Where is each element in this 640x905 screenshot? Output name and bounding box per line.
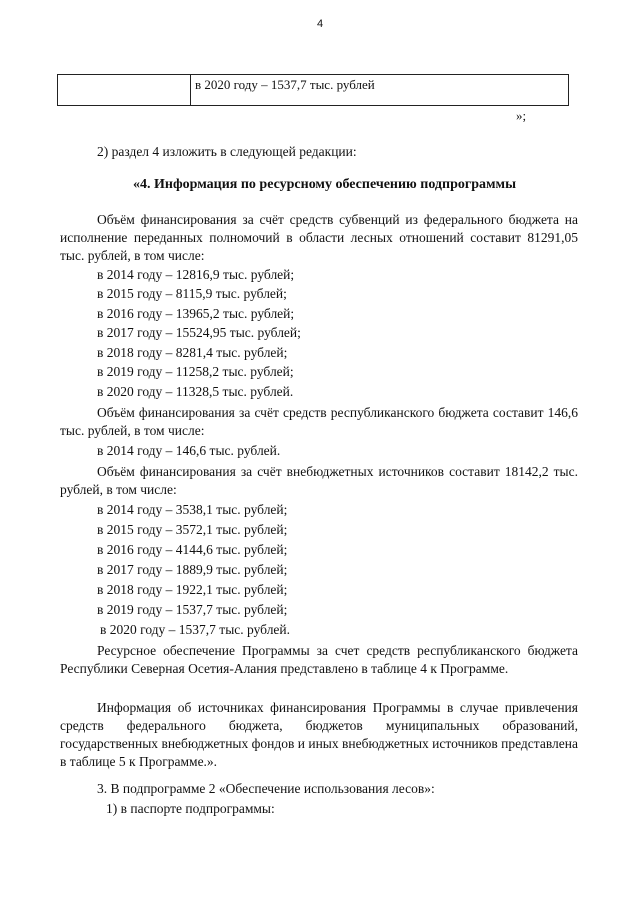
item-2-text: 2) раздел 4 изложить в следующей редакции:	[97, 144, 357, 159]
extrabudget-year-line: в 2014 году – 3538,1 тыс. рублей;	[97, 502, 288, 517]
closing-quote: »;	[516, 108, 527, 123]
federal-year-line: в 2020 году – 11328,5 тыс. рублей.	[97, 384, 294, 399]
federal-year-line: в 2019 году – 11258,2 тыс. рублей;	[97, 364, 294, 379]
extrabudget-year-line: в 2016 году – 4144,6 тыс. рублей;	[97, 542, 288, 557]
table-cell-right: в 2020 году – 1537,7 тыс. рублей	[191, 75, 569, 106]
section-heading: «4. Информация по ресурсному обеспечению подпрограммы	[133, 177, 516, 192]
extrabudget-year-line: в 2018 году – 1922,1 тыс. рублей;	[97, 582, 288, 597]
item-3-text: 3. В подпрограмме 2 «Обеспечение использования лесов»:	[97, 781, 435, 796]
paragraph-extrabudget: Объём финансирования за счёт внебюджетных источников составит 18142,2 тыс. рублей, в том числе:	[60, 464, 578, 497]
table-cell-left	[58, 75, 191, 106]
federal-year-line: в 2018 году – 8281,4 тыс. рублей;	[97, 345, 288, 360]
republic-year-line: в 2014 году – 146,6 тыс. рублей.	[97, 443, 281, 458]
paragraph-federal: Объём финансирования за счёт средств субвенций из федерального бюджета на исполнение переданных полномочий в области лесных отношений составит 81291,05 тыс. рублей, в том числе:	[60, 212, 578, 263]
federal-year-line: в 2017 году – 15524,95 тыс. рублей;	[97, 325, 301, 340]
extrabudget-year-line: в 2015 году – 3572,1 тыс. рублей;	[97, 522, 288, 537]
federal-year-line: в 2016 году – 13965,2 тыс. рублей;	[97, 306, 295, 321]
federal-year-line: в 2014 году – 12816,9 тыс. рублей;	[97, 267, 295, 282]
extrabudget-year-line: в 2019 году – 1537,7 тыс. рублей;	[97, 602, 288, 617]
extrabudget-year-line: в 2020 году – 1537,7 тыс. рублей.	[100, 622, 291, 637]
item-3-1-text: 1) в паспорте подпрограммы:	[106, 801, 275, 816]
paragraph-sources: Информация об источниках финансирования Программы в случае привлечения средств федерального бюджета, бюджетов муниципальных образований, государственных внебюджетных фондов и иных внебюджетных источников представлена в таблице 5 к Программе.».	[60, 700, 578, 769]
table-row	[58, 75, 569, 106]
federal-year-line: в 2015 году – 8115,9 тыс. рублей;	[97, 286, 287, 301]
page-number: 4	[316, 18, 324, 30]
extrabudget-year-line: в 2017 году – 1889,9 тыс. рублей;	[97, 562, 288, 577]
continuation-table	[57, 74, 569, 106]
paragraph-republic: Объём финансирования за счёт средств республиканского бюджета составит 146,6 тыс. рублей, в том числе:	[60, 405, 578, 438]
paragraph-resource: Ресурсное обеспечение Программы за счет средств республиканского бюджета Республики Северная Осетия-Алания представлено в таблице 4 к Программе.	[60, 643, 578, 676]
